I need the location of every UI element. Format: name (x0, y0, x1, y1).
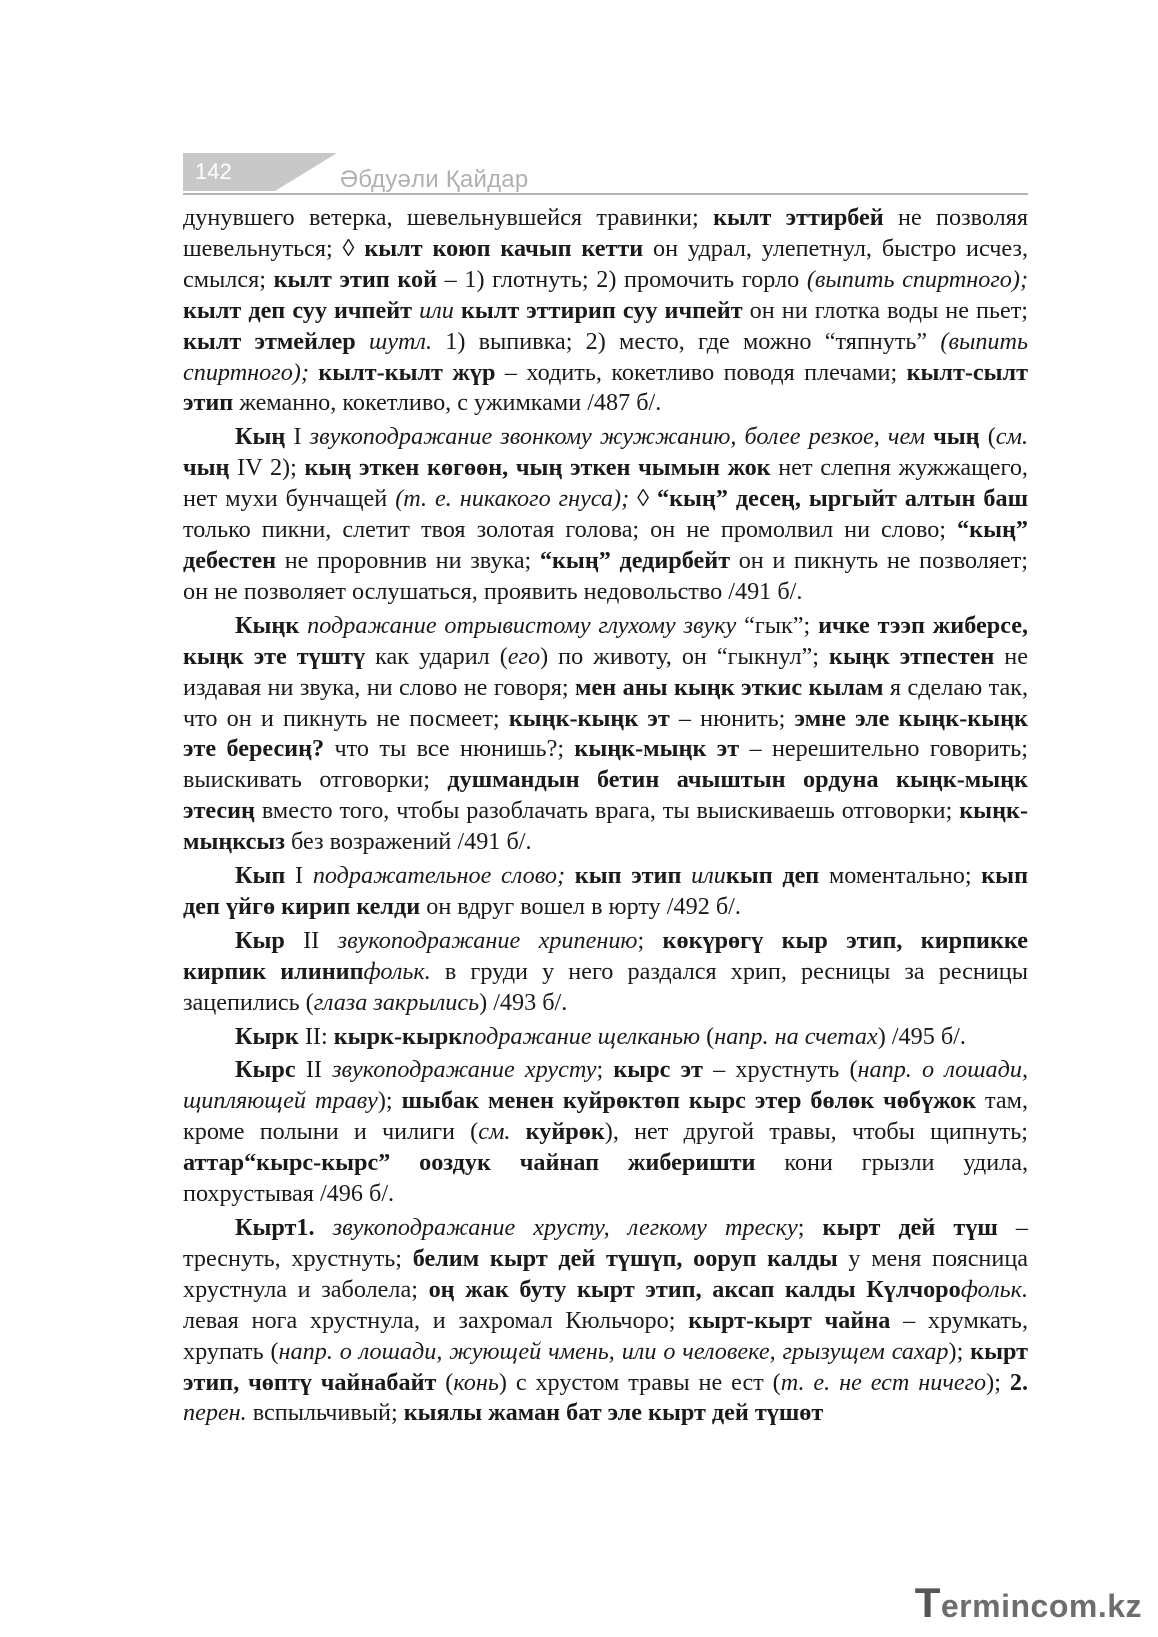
text-run (565, 862, 575, 889)
text-run: он и пикнуть не позволяет; он не позволяет ослушаться, проявить недовольство /491 б/. (183, 546, 1028, 605)
headword-run: кырс эт (613, 1056, 703, 1084)
watermark-initial: T (914, 1579, 941, 1626)
text-run: он удрал, улепетнул, быстро исчез, смылся; (183, 234, 1029, 293)
headword-run: кырк-кырк (333, 1022, 463, 1050)
headword-run: кыңк этпестен (829, 642, 995, 670)
headword-run: кылт эттирбей (713, 204, 884, 231)
text-run: 1) выпивка; 2) место, где можно “тяпнуть” (432, 327, 941, 355)
text-run (315, 1214, 333, 1241)
text-run: – хрустнуть ( (702, 1056, 858, 1084)
headword-run: кылт этип кой (273, 265, 437, 293)
headword-run: ичке тээп жиберсе, кыңк эте түштү (183, 611, 1029, 670)
headword-run: чың (183, 454, 230, 482)
text-run: левая нога хрустнула, и захромал Кюльчоро; (183, 1306, 689, 1334)
text-run: дунувшего ветерка, шевельнувшейся травинки; (183, 204, 714, 231)
headword-run: көкүрөгү кыр этип, кирпикке кирпик илинип (183, 926, 1028, 985)
headword-run: душмандын бетин ачыштын ордуна кыңк-мыңк этесиң (183, 766, 1028, 825)
text-run: только пикни, слетит твоя золотая голова; он не промолвил ни слово; (183, 516, 958, 544)
text-run: – 1) глотнуть; 2) промочить горло (437, 265, 807, 293)
italic-run: его (507, 642, 541, 670)
headword-run: кылт эттирип суу ичпейт (460, 296, 743, 324)
italic-run: подражание щелканью (462, 1022, 701, 1050)
dictionary-entry (183, 1213, 1028, 1429)
running-header-author: Әбдуәли Қайдар (340, 166, 529, 193)
text-run: моментально; (819, 862, 982, 890)
text-run: – нюнить; (669, 704, 795, 732)
text-run (681, 862, 691, 889)
headword-run: кырт-кырт чайна (688, 1306, 891, 1334)
italic-run: конь (453, 1368, 499, 1396)
headword-run: “кың” дебестен (183, 516, 1028, 574)
headword-run: чың (933, 423, 980, 451)
italic-run: или (691, 862, 726, 890)
text-run: что ты все нюнишь?; (324, 735, 575, 763)
headword-run: кырт этип, чөптү чайнабайт (183, 1337, 1029, 1396)
italic-run: напр. о лошади, жующей чмень, или о человеке, грызущем сахар (278, 1337, 949, 1365)
headword-run: кылт-сылт этип (183, 358, 1029, 417)
text-run: IV 2); (229, 454, 305, 482)
headword-run: кып деп (725, 862, 820, 890)
headword-run: шыбак менен куйрөктөп кырс этер бөлөк чөбүжок (401, 1087, 977, 1115)
italic-run: т. е. не ест ничего (780, 1368, 987, 1396)
text-run: кони грызли удила, похрустывая /496 б/. (183, 1149, 1029, 1208)
italic-run: звукоподражание звонкому жужжанию, более резкое, чем (309, 423, 926, 451)
headword-run: кып деп үйгө кирип келди (183, 862, 1029, 920)
italic-run: звукоподражание хрусту, легкому треску (332, 1214, 798, 1241)
text-body (183, 203, 1028, 1429)
italic-run: шутл. (368, 327, 433, 355)
italic-run: или (419, 296, 454, 324)
italic-run: фольк. (960, 1275, 1028, 1303)
text-run: ( (700, 1022, 715, 1050)
italic-run: перен. (183, 1399, 247, 1427)
text-run: I (285, 862, 313, 890)
text-run: вместо того, чтобы разоблачать врага, ты выискиваешь отговорки; (254, 797, 960, 825)
italic-run: подражание отрывистому глухому звуку (307, 611, 737, 639)
text-run (925, 423, 933, 450)
text-run: он ни глотка воды не пьет; (742, 296, 1029, 324)
text-run: не издавая ни звука, ни слово не говоря; (183, 642, 1028, 701)
dictionary-entry (183, 1022, 1028, 1053)
page-number: 142 (195, 159, 232, 184)
headword-run: Кырк (235, 1022, 299, 1050)
italic-run: (т. е. никакого гнуса); (395, 485, 630, 513)
headword-run: кыңк-мыңк эт (574, 735, 740, 763)
text-run (510, 1118, 525, 1145)
text-run: – хрумкать, хрупать ( (183, 1306, 1028, 1365)
italic-run: напр. на счетах (714, 1022, 878, 1050)
text-run: ◊ (629, 485, 657, 513)
headword-run: кыңк-кыңк эт (508, 704, 670, 732)
text-run: жеманно, кокетливо, с ужимками /487 б/. (233, 389, 662, 417)
header-rule (183, 193, 1028, 195)
text-run: ; (596, 1056, 614, 1084)
text-run: я сделаю так, что он и пикнуть не посмеет; (183, 673, 1028, 732)
text-run: I (285, 423, 310, 451)
watermark (915, 1579, 1142, 1627)
text-run: ; (797, 1214, 823, 1241)
headword-run: эмне эле кыңк-кыңк эте бересиң? (183, 704, 1028, 763)
text-run: – треснуть, хрустнуть; (183, 1214, 1029, 1272)
entry-continuation (183, 203, 1028, 419)
headword-run: кың эткен көгөөн, чың эткен чымын жок (304, 454, 771, 482)
page-number-tab (183, 153, 275, 191)
text-run: ); (377, 1087, 402, 1115)
headword-run: куйрөк (525, 1118, 605, 1146)
headword-run: кылт-кылт жүр (318, 358, 496, 386)
headword-run: Кыңк (235, 611, 300, 639)
text-run (356, 328, 369, 355)
italic-run: глаза закрылись (313, 988, 480, 1016)
text-run: ) с хрустом травы не ест ( (498, 1368, 781, 1396)
text-run: II (284, 926, 338, 954)
page-number-tab-slope (275, 153, 337, 191)
headword-run: кылт коюп качып кетти (364, 234, 644, 262)
text-run: не позволяя шевельнуться; ◊ (183, 204, 1029, 262)
headword-run: кылт этмейлер (183, 327, 356, 355)
headword-run: кыялы жаман бат эле кырт дей түшөт (403, 1399, 824, 1427)
headword-run: Кың (235, 423, 286, 451)
headword-run: кыңк-мыңксыз (183, 797, 1028, 856)
text-run: он вдруг вошел в юрту /492 б/. (420, 892, 741, 920)
headword-run: 2. (1009, 1368, 1028, 1396)
text-run: у меня поясница хрустнула и заболела; (183, 1244, 1028, 1303)
headword-run: Кыр (235, 926, 285, 954)
text-run: – ходить, кокетливо поводя плечами; (495, 358, 907, 386)
italic-run: подражательное слово; (312, 862, 566, 890)
text-run: – нерешительно говорить; выискивать отговорки; (183, 735, 1028, 794)
watermark-text: ermincom.kz (940, 1588, 1142, 1624)
dictionary-entry (183, 1055, 1028, 1210)
italic-run: звукоподражание хрусту (332, 1056, 597, 1084)
text-run: ), нет другой травы, чтобы щипнуть; (604, 1118, 1028, 1146)
text-run: “гык”; (736, 611, 819, 639)
text-run (299, 612, 307, 639)
headword-run: Кырс (235, 1056, 296, 1084)
text-run: ( (436, 1368, 454, 1396)
headword-run: “кың” дедирбейт (539, 546, 731, 574)
italic-run: см. (995, 423, 1029, 451)
headword-run: кырт дей түш (822, 1214, 998, 1241)
headword-run: мен аны кыңк эткис кылам (575, 673, 884, 701)
text-run: ; (637, 926, 663, 954)
text-run (309, 359, 318, 386)
headword-run: Кып (235, 862, 286, 890)
text-run: ); (948, 1337, 971, 1365)
italic-run: см. (478, 1118, 511, 1146)
italic-run: (выпить спиртного); (183, 327, 1028, 386)
text-run: II: (298, 1022, 334, 1050)
text-run: в груди у него раздался хрип, ресницы за ресницы зацепились ( (183, 957, 1029, 1016)
dictionary-entry (183, 422, 1028, 607)
text-run: II (295, 1056, 333, 1084)
text-run: ) /495 б/. (877, 1022, 966, 1050)
headword-run: оң жак буту кырт этип, аксап калды Күлчоро (428, 1275, 961, 1303)
headword-run: белим кырт дей түшүп, ооруп калды (412, 1244, 838, 1272)
text-run: ( (979, 423, 996, 451)
headword-run: кып этип (574, 862, 682, 890)
italic-run: (выпить спиртного); (806, 265, 1028, 293)
text-run: там, кроме полыни и чилиги ( (183, 1087, 1028, 1146)
text-run: как ударил ( (365, 642, 508, 670)
dictionary-entry (183, 611, 1028, 858)
text-run: нет слепня жужжащего, нет мухи бунчащей (183, 454, 1028, 513)
text-run: без возражений /491 б/. (284, 828, 532, 856)
dictionary-entry (183, 861, 1028, 923)
italic-run: напр. о лошади, щипляющей траву (183, 1056, 1028, 1115)
headword-run: “кың” десең, ыргыйт алтын баш (657, 485, 1029, 513)
headword-run: аттар“кырс-кырс” ооздук чайнап жиберишти (183, 1149, 756, 1177)
italic-run: звукоподражание хрипению (337, 926, 638, 954)
headword-run: Кырт1. (235, 1214, 315, 1241)
text-run: ) /493 б/. (479, 988, 568, 1016)
text-run: не проровнив ни звука; (276, 546, 540, 574)
text-run (454, 297, 461, 324)
text-run: вспыльчивый; (246, 1399, 404, 1427)
headword-run: кылт деп суу ичпейт (183, 296, 413, 324)
text-run: ); (986, 1368, 1010, 1396)
dictionary-entry (183, 926, 1028, 1019)
text-run: ) по животу, он “гыкнул”; (540, 642, 830, 670)
italic-run: фольк. (363, 957, 431, 985)
